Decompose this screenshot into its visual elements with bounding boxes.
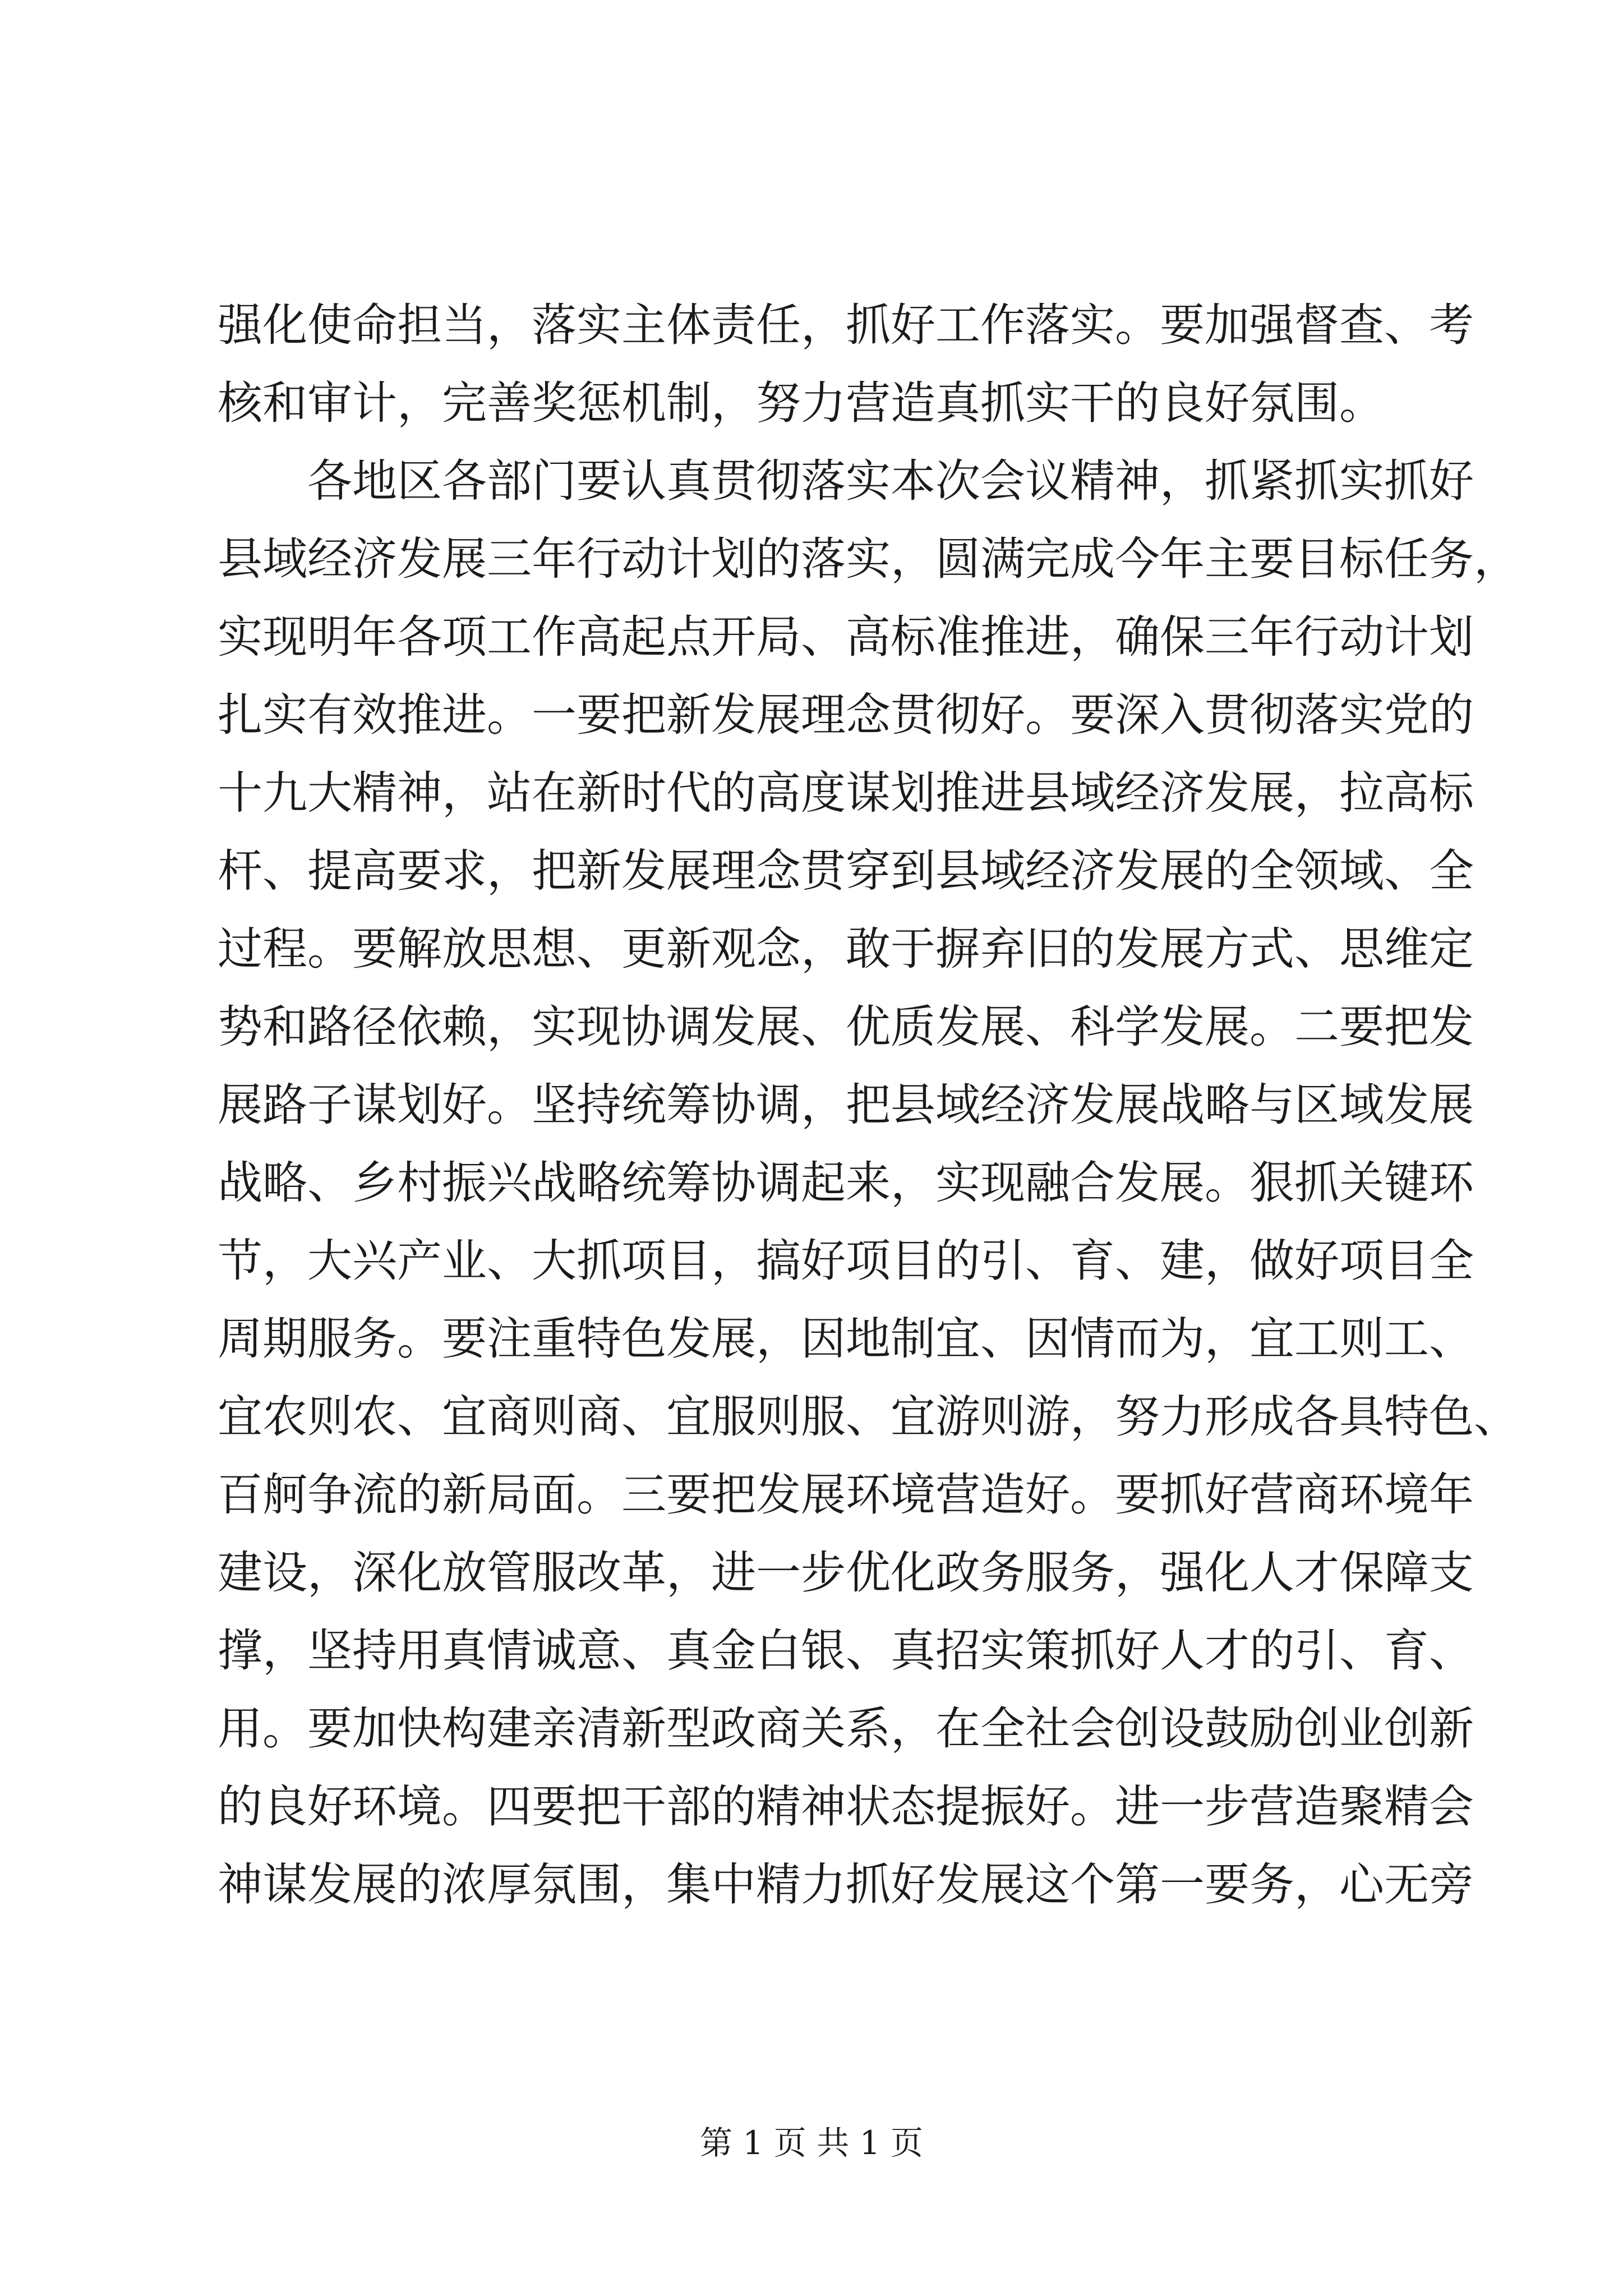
text-line: 宜农则农、宜商则商、宜服则服、宜游则游，努力形成各具特色、 (218, 1391, 1519, 1443)
text-line: 撑，坚持用真情诚意、真金白银、真招实策抓好人才的引、育、 (218, 1625, 1474, 1677)
text-line: 神谋发展的浓厚氛围，集中精力抓好发展这个第一要务，心无旁 (218, 1858, 1474, 1911)
page-number-footer: 第 1 页 共 1 页 (700, 2124, 923, 2162)
text-line: 十九大精神，站在新时代的高度谋划推进县域经济发展，拉高标 (218, 767, 1474, 819)
text-line: 县域经济发展三年行动计划的落实，圆满完成今年主要目标任务， (218, 533, 1519, 585)
paragraph-start-line: 各地区各部门要认真贯彻落实本次会议精神，抓紧抓实抓好 (307, 455, 1474, 507)
text-line: 的良好环境。四要把干部的精神状态提振好。进一步营造聚精会 (218, 1780, 1474, 1833)
text-line: 战略、乡村振兴战略统筹协调起来，实现融合发展。狠抓关键环 (218, 1157, 1474, 1209)
text-line: 强化使命担当，落实主体责任，抓好工作落实。要加强督查、考 (218, 299, 1474, 351)
text-line: 实现明年各项工作高起点开局、高标准推进，确保三年行动计划 (218, 611, 1474, 663)
text-line: 杆、提高要求，把新发展理念贯穿到县域经济发展的全领域、全 (218, 845, 1474, 897)
text-line: 建设，深化放管服改革，进一步优化政务服务，强化人才保障支 (218, 1547, 1474, 1599)
text-line: 周期服务。要注重特色发展，因地制宜、因情而为，宜工则工、 (218, 1313, 1474, 1365)
text-line: 节，大兴产业、大抓项目，搞好项目的引、育、建，做好项目全 (218, 1235, 1474, 1287)
text-line: 核和审计，完善奖惩机制，努力营造真抓实干的良好氛围。 (218, 377, 1384, 429)
text-line: 用。要加快构建亲清新型政商关系，在全社会创设鼓励创业创新 (218, 1703, 1474, 1755)
body-text (218, 286, 1519, 1924)
text-line: 百舸争流的新局面。三要把发展环境营造好。要抓好营商环境年 (218, 1469, 1474, 1521)
text-line: 扎实有效推进。一要把新发展理念贯彻好。要深入贯彻落实党的 (218, 689, 1474, 741)
text-line: 过程。要解放思想、更新观念，敢于摒弃旧的发展方式、思维定 (218, 923, 1474, 975)
text-line: 展路子谋划好。坚持统筹协调，把县域经济发展战略与区域发展 (218, 1079, 1474, 1131)
text-line: 势和路径依赖，实现协调发展、优质发展、科学发展。二要把发 (218, 1001, 1474, 1053)
